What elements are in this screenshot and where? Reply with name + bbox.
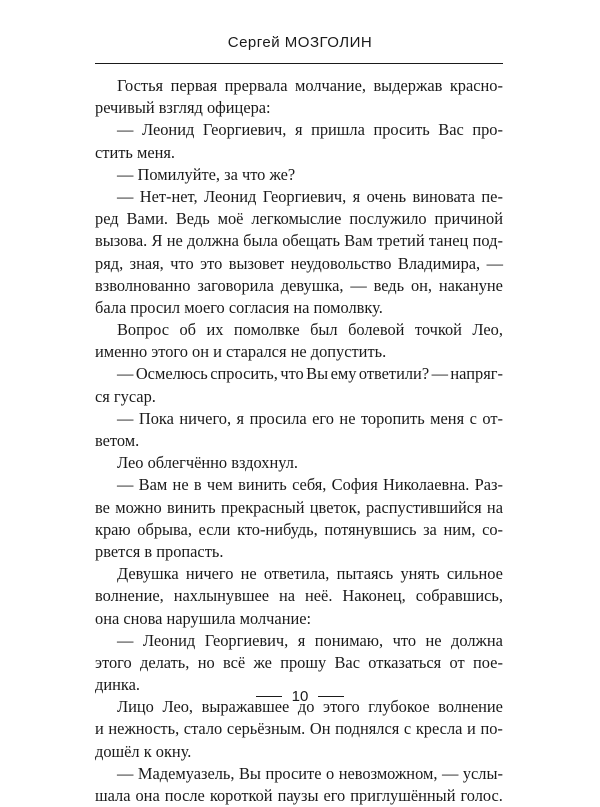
text-line: ветом. [95,431,140,450]
text-line: — Мадемуазель, Вы просите о невозможном, — услы- [117,763,503,783]
header-divider [95,63,503,64]
text-line: она снова нарушила молчание: [95,608,312,628]
text-line: — Осмелюсь спросить, что Вы ему ответили? — напряг- [117,364,503,384]
text-line: и нежность, стало серьёзным. Он поднялся с кресла и по- [95,719,503,739]
text-line: речивый взгляд офицера: [95,98,271,118]
text-line: — Нет-нет, Леонид Георгиевич, я очень виновата пе- [117,186,503,206]
text-line: Вопрос об их помолвке был болевой точкой Лео, [117,320,503,340]
text-line: — Вам не в чем винить себя, София Николаевна. Раз- [117,475,503,495]
text-line: ве можно винить прекрасный цветок, распустившийся на [95,497,503,517]
text-line: — Леонид Георгиевич, я понимаю, что не должна [117,630,503,650]
text-line: Лицо Лео, выражавшее до этого глубокое волнение [117,697,503,717]
page-number: 10 [291,688,309,705]
running-header [0,34,600,51]
footer-dash-left [256,696,282,697]
text-line: ряд, зная, что это вызовет неудовольство Владимира, — [95,253,503,273]
text-line: — Помилуйте, за что же? [117,164,296,184]
text-line: вызова. Я не должна была обещать Вам третий танец под- [95,231,503,251]
text-line: Лео облегчённо вздохнул. [117,453,298,473]
text-line: — Пока ничего, я просила его не торопить меня с от- [117,408,503,428]
text-line: взволнованно заговорила девушка, — ведь он, накануне [95,275,503,295]
text-line: Гостья первая прервала молчание, выдержав красно- [117,76,503,95]
text-line: краю обрыва, если кто-нибудь, потянувшись за ним, со- [95,519,503,539]
text-line: бала просил моего согласия на помолвку. [95,297,383,317]
text-line: динка. [95,675,140,695]
text-line: ся гусар. [95,386,156,406]
text-line: именно этого он и старался не допустить. [95,342,387,362]
text-line: этого делать, но всё же прошу Вас отказаться от пое- [95,652,503,672]
author-name: Сергей МОЗГОЛИН [227,34,373,51]
text-line: рвется в пропасть. [95,541,224,561]
footer-dash-right [318,696,344,697]
text-line: Девушка ничего не ответила, пытаясь унять сильное [117,564,503,584]
text-line: шала она после короткой паузы его приглушённый голос. [95,786,503,805]
text-line: волнение, нахлынувшее на неё. Наконец, собравшись, [95,586,503,606]
text-line: стить меня. [95,142,176,162]
page-footer [0,688,600,705]
text-line: — Леонид Георгиевич, я пришла просить Вас про- [117,120,503,140]
text-line: ред Вами. Ведь моё легкомыслие послужило причиной [95,209,503,229]
text-line: дошёл к окну. [95,741,192,761]
